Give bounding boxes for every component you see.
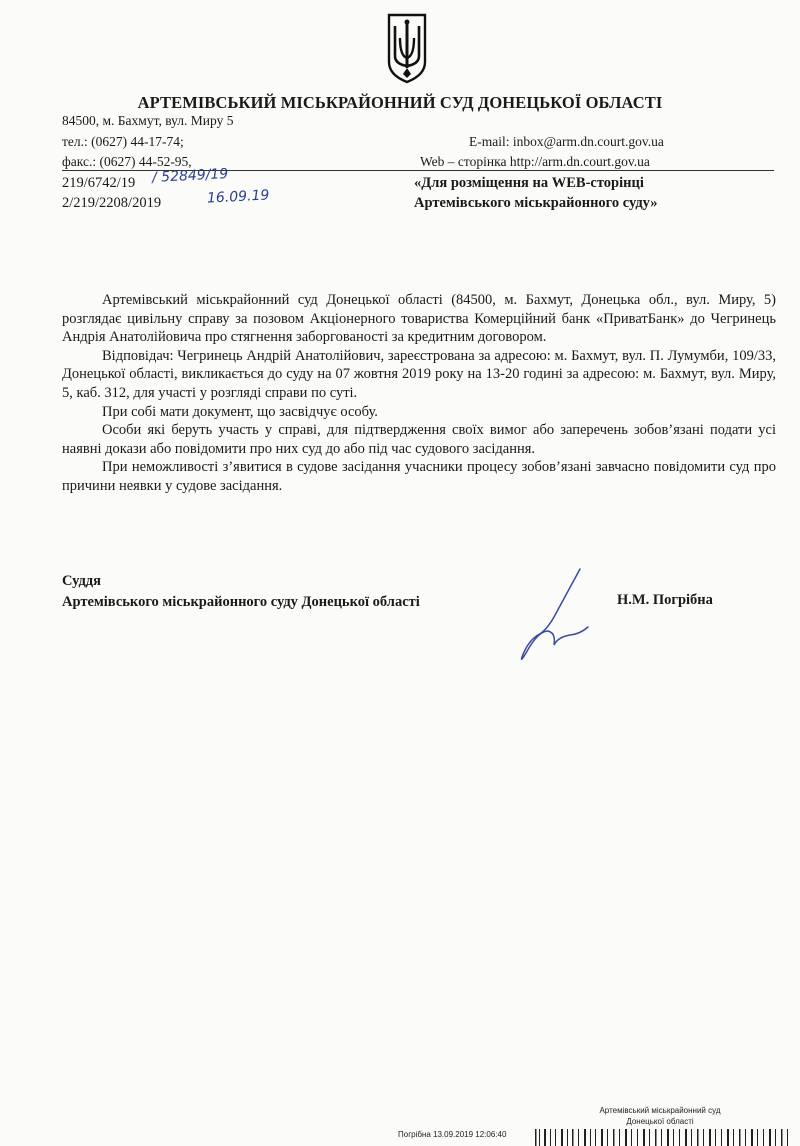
handwritten-date: 16.09.19 bbox=[206, 187, 270, 207]
signature-court: Артемівського міськрайонного суду Донецької області bbox=[62, 594, 420, 610]
trident-emblem-icon bbox=[386, 12, 428, 84]
court-name-heading: АРТЕМІВСЬКИЙ МІСЬКРАЙОННИЙ СУД ДОНЕЦЬКОЇ ОБЛАСТІ bbox=[137, 93, 663, 112]
stamp-court-line-1: Артемівський міськрайонний суд bbox=[599, 1106, 721, 1115]
court-email: E-mail: inbox@arm.dn.court.gov.ua bbox=[469, 134, 664, 149]
court-address: 84500, м. Бахмут, вул. Миру 5 bbox=[62, 113, 234, 128]
body-paragraph: Артемівський міськрайонний суд Донецької області (84500, м. Бахмут, Донецька обл., вул. Миру, 5) розглядає цивільну справу за позовом Акціонерного товариства Комерційний банк «ПриватБанк» до Чегринець Андрія Анатолійовича про стягнення заборгованості за кредитним договором. bbox=[62, 292, 776, 346]
e-signature-stamp bbox=[560, 1105, 760, 1127]
stamp-court-line-2: Донецької області bbox=[626, 1117, 694, 1126]
court-website: Web – сторінка http://arm.dn.court.gov.ua bbox=[420, 154, 650, 169]
signature-role: Суддя bbox=[62, 573, 101, 589]
case-number: 219/6742/19 bbox=[62, 175, 136, 191]
recipient-line-2: Артемівського міськрайонного суду» bbox=[414, 195, 658, 211]
proceeding-number: 2/219/2208/2019 bbox=[62, 195, 162, 211]
body-paragraph: При собі мати документ, що засвідчує особу. bbox=[102, 403, 378, 420]
recipient-line-1: «Для розміщення на WEB-сторінці bbox=[414, 175, 644, 191]
body-paragraph: Відповідач: Чегринець Андрій Анатолійович, зареєстрована за адресою: м. Бахмут, вул. П. Лумумби, 109/33, Донецької області, викликається до суду на 07 жовтня 2019 року на 13-20 годині за адресою: м. Бахмут, вул. Миру, 5, каб. 312, для участі у розгляді справи по суті. bbox=[62, 347, 776, 401]
barcode-icon bbox=[535, 1127, 793, 1146]
court-phone: тел.: (0627) 44-17-74; bbox=[62, 134, 184, 149]
notice-body bbox=[62, 291, 776, 496]
handwritten-signature bbox=[508, 565, 598, 665]
case-references bbox=[62, 173, 161, 213]
body-paragraph: При неможливості з’явитися в судове засідання учасники процесу зобов’язані завчасно повідомити суд про причини неявки у судове засідання. bbox=[62, 459, 776, 494]
e-signature-signed-line: Погрібна 13.09.2019 12:06:40 bbox=[398, 1130, 507, 1139]
recipient-block bbox=[414, 173, 658, 213]
court-fax: факс.: (0627) 44-52-95, bbox=[62, 154, 192, 169]
judge-name: Н.М. Погрібна bbox=[617, 592, 713, 608]
signature-block bbox=[62, 571, 420, 613]
handwritten-outgoing-number: / 52849/19 bbox=[151, 166, 229, 186]
body-paragraph: Особи які беруть участь у справі, для підтвердження своїх вимог або заперечень зобов’язані подати усі наявні докази або повідомити про них суд до або під час судового засідання. bbox=[62, 422, 776, 457]
